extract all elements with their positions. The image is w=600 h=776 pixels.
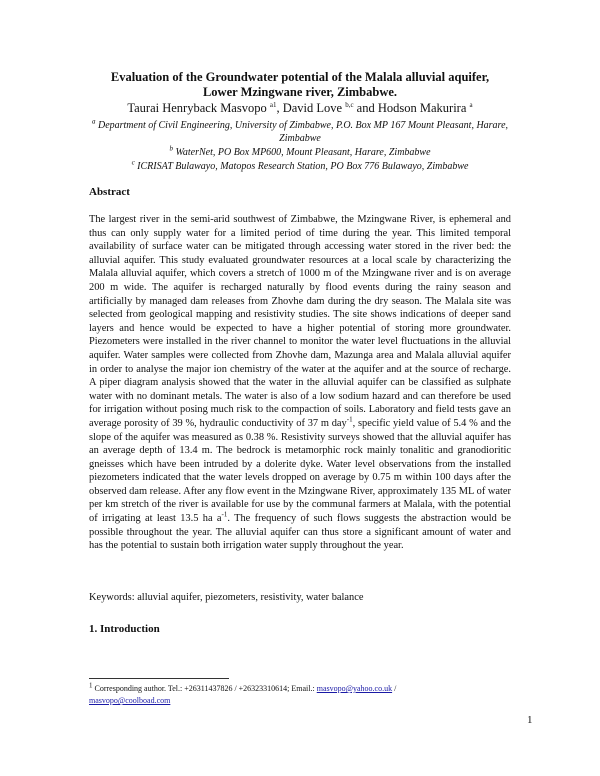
affiliation-text: Department of Civil Engineering, University of Zimbabwe, P.O. Box MP 167 Mount Pleasant, Harare, Zimbabwe [97,120,509,144]
email-link[interactable]: masvopo@yahoo.co.uk [316,684,393,693]
affiliation-c [80,160,520,173]
author-name: David Love [282,101,343,115]
title-line-2: Lower Mzingwane river, Zimbabwe. [202,85,398,99]
abstract-heading: Abstract [89,186,130,198]
author-conjunction: and [356,101,375,115]
footnote-marker: 1 [89,681,93,690]
author-separator: , [276,101,280,115]
abstract-text-part-3: . The frequency of such flows suggests the abstraction would be possible throughout the year. The alluvial aquifer can thus store a significant amount of water and has the potential to sustain both irrigation water supply throughout the year. [89,513,511,552]
author-affiliation-marker: b,c [345,100,354,109]
affiliation-b [80,146,520,159]
author-name: Taurai Henryback Masvopo [127,101,267,115]
footnote-divider [89,678,229,679]
unit-exponent: -1 [221,510,228,519]
keywords: Keywords: alluvial aquifer, piezometers, resistivity, water balance [89,592,364,603]
email-link-secondary[interactable]: masvopo@coolboad.com [89,696,171,705]
section-heading-introduction: 1. Introduction [89,623,160,635]
page-number: 1 [527,714,533,726]
author-name: Hodson Makurira [377,101,467,115]
abstract-text-part-1: The largest river in the semi-arid southwest of Zimbabwe, the Mzingwane River, is ephemeral and thus can only supply water for a limited period of time during the year. This limited temporal availability of surface water can be mitigated through accessing water stored in the river bed: the alluvial aquifer. This study evaluated groundwater resources at a local scale by characterizing the Malala alluvial aquifer, which covers a stretch of 1000 m of the Mzingwane river and is on average 200 m wide. The aquifer is recharged naturally by flood events during the rainy season and artificially by managed dam releases from Zhovhe dam during the dry season. The Malala site was selected from geological mapping and resistivity studies. The site shows indications of deeper sand layers and hence would be expected to have a higher potential of storing more groundwater. Piezometers were installed in the river channel to monitor the water level fluctuations in the alluvial aquifer. Water samples were collected from Zhovhe dam, Mazunga area and Malala alluvial aquifer in order to analyse the major ion chemistry of the water at the aquifer and at the source of recharge. A piper diagram analysis showed that the water in the alluvial aquifer can be classified as sulphate water with no dominant metals. The water is also of a low sodium hazard and can therefore be used for irrigation without posing much risk to the compaction of soils. Laboratory and field tests gave an average porosity of 39 %, hydraulic conductivity of 37 m day [89,214,511,429]
affiliation-marker: b [169,144,173,153]
author-affiliation-marker: a1 [269,100,277,109]
unit-exponent: -1 [346,415,353,424]
footnote-text: Corresponding author. Tel.: +26311437826 / +26323310614; Email.: [92,684,317,693]
author-list [60,101,540,116]
footnote-separator: / [392,684,397,693]
affiliation-a [80,119,520,145]
title-line-1: Evaluation of the Groundwater potential of the Malala alluvial aquifer, [110,70,490,84]
footnote [89,683,511,707]
paper-title [70,70,530,100]
abstract-text-part-2: , specific yield value of 5.4 % and the slope of the aquifer was measured as 0.38 %. Resistivity surveys showed that the alluvial aquifer has an average depth of 13.4 m. The bedrock is metamorphic rock mainly tonalitic and granodioritic gneisses which have been intruded by a dolerite dyke. Water level observations from the installed piezometers indicated that the water levels dropped on average by 0.75 m within 100 days after the observed dam release. After any flow event in the Mzingwane River, approximately 135 ML of water per km stretch of the river is available for use by the communal farmers at Malala, with the potential of irrigating at least 13.5 ha a [89,417,511,525]
affiliation-marker: c [131,158,135,167]
affiliation-text: ICRISAT Bulawayo, Matopos Research Station, PO Box 776 Bulawayo, Zimbabwe [137,161,469,172]
abstract-body [89,213,511,553]
author-affiliation-marker: a [469,100,473,109]
affiliation-marker: a [91,117,96,126]
affiliation-text: WaterNet, PO Box MP600, Mount Pleasant, Harare, Zimbabwe [175,147,431,158]
